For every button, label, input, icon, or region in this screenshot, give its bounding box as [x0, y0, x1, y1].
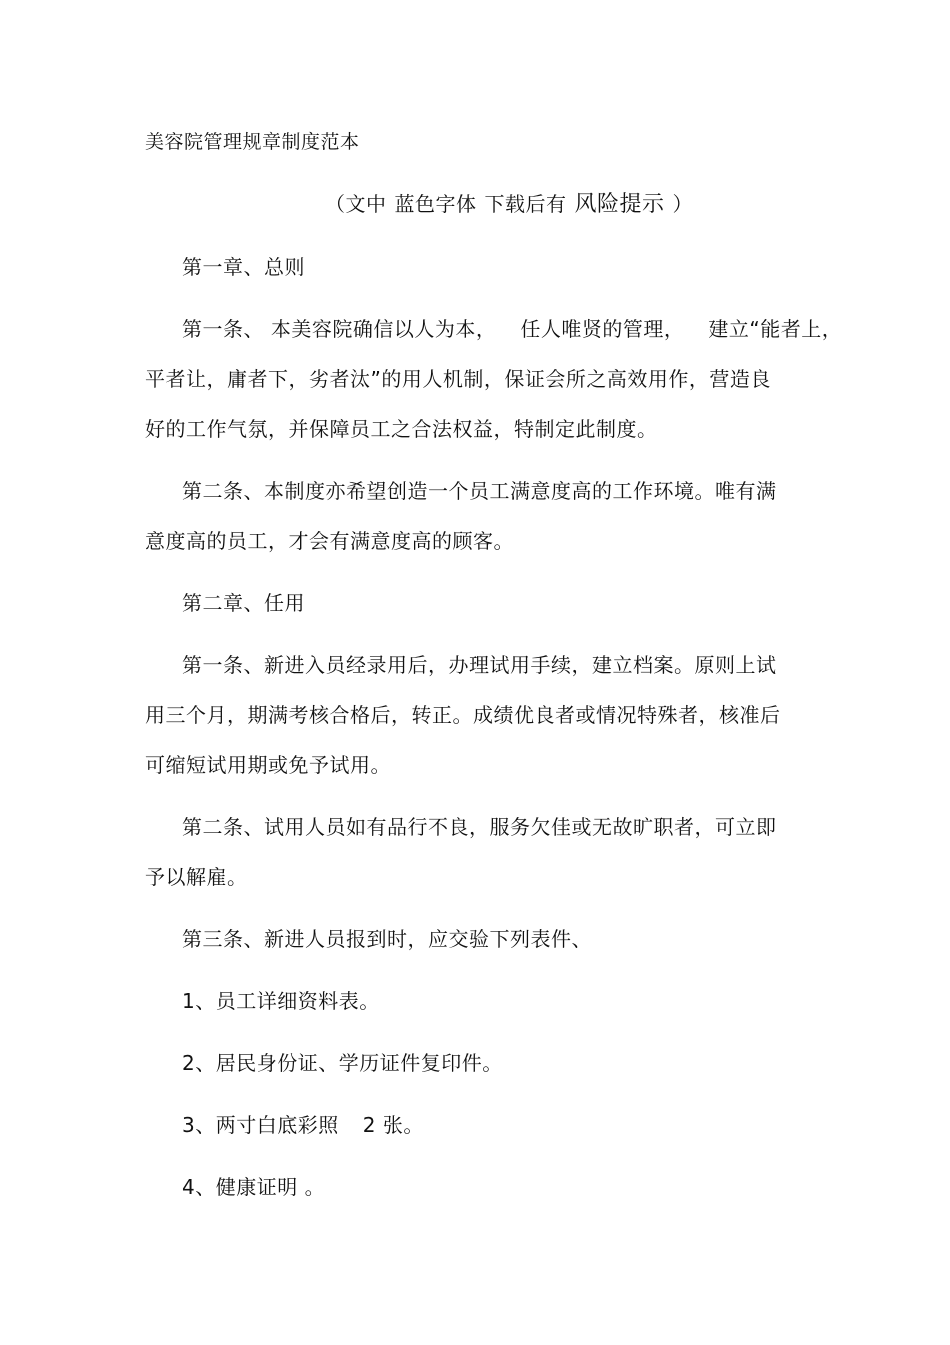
chapter-2-heading: 第二章、任用	[182, 591, 305, 615]
subtitle-close: ）	[672, 192, 694, 216]
list-item: 1、员工详细资料表。	[182, 989, 380, 1013]
paragraph-fragment: 建立“能者上，	[708, 317, 843, 341]
subtitle-part2: 下载后有	[484, 192, 567, 216]
list-item: 4、健康证明 。	[182, 1175, 326, 1199]
paragraph-line: 予以解雇。	[145, 865, 248, 889]
list-item-fragment: 3、两寸白底彩照	[182, 1113, 339, 1137]
subtitle-part1: 蓝色字体	[394, 192, 477, 216]
chapter-1-heading: 第一章、总则	[182, 255, 305, 279]
list-item: 2、居民身份证、学历证件复印件。	[182, 1051, 503, 1075]
paragraph-line: 用三个月，期满考核合格后，转正。成绩优良者或情况特殊者，核准后	[145, 703, 781, 727]
paragraph-fragment: 任人唯贤的管理，	[520, 317, 685, 341]
paragraph-line: 意度高的员工，才会有满意度高的顾客。	[145, 529, 514, 553]
document-title: 美容院管理规章制度范本	[145, 131, 360, 153]
list-item-fragment: 2 张。	[362, 1113, 424, 1137]
paragraph-line: 第一条、新进入员经录用后，办理试用手续，建立档案。原则上试	[182, 653, 777, 677]
subtitle-open: （文中	[325, 192, 387, 216]
document-subtitle	[325, 191, 693, 218]
paragraph-line: 好的工作气氛，并保障员工之合法权益，特制定此制度。	[145, 417, 658, 441]
paragraph-line: 第二条、本制度亦希望创造一个员工满意度高的工作环境。唯有满	[182, 479, 777, 503]
subtitle-part3: 风险提示	[574, 192, 665, 217]
paragraph-line	[182, 316, 842, 342]
paragraph-line: 平者让，庸者下，劣者汰”的用人机制，保证会所之高效用作，营造良	[145, 367, 771, 391]
paragraph-fragment: 第一条、 本美容院确信以人为本，	[182, 317, 497, 341]
paragraph-line: 可缩短试用期或免予试用。	[145, 753, 391, 777]
paragraph-line: 第三条、新进人员报到时，应交验下列表件、	[182, 927, 592, 951]
paragraph-line: 第二条、试用人员如有品行不良，服务欠佳或无故旷职者，可立即	[182, 815, 777, 839]
list-item	[182, 1112, 424, 1138]
